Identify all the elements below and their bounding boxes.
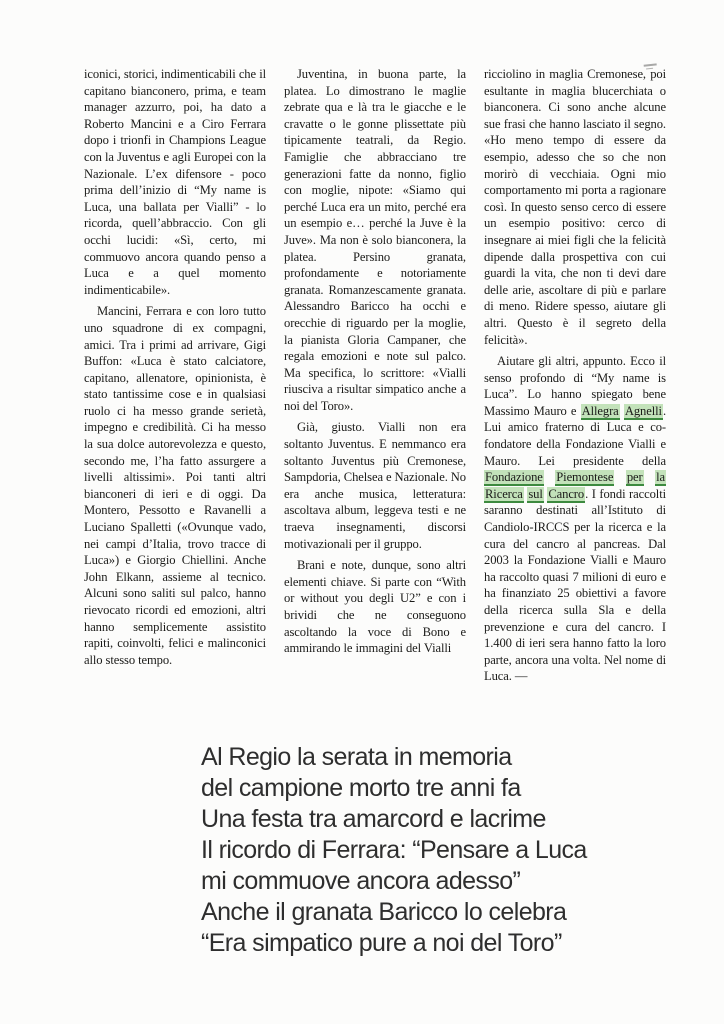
- text-segment: Aiutare gli altri, appunto. Ecco il senso profondo di “My name is Luca”. Lo hanno spiegato bene Massimo Mauro e: [484, 354, 666, 418]
- article-paragraph: [284, 419, 466, 552]
- text-segment: Mancini, Ferrara e con loro tutto uno squadrone di ex compagni, amici. Tra i primi ad arrivare, Gigi Buffon: «Luca è stato calciatore, capitano, allenatore, opinionista, è stato tantissime cose e in qualsiasi ruolo ci ha messo grande serietà, impegno e credibilità. Ci ha messo la sua dolce autorevolezza e questo, secondo me, l’ha fatto assurgere a livelli altissimi». Poi tanti altri bianconeri di ieri e di oggi. Da Montero, Pessotto e Ravanelli a Luciano Spalletti («Ovunque vado, nei campi d’Italia, trovo tracce di Luca») e Giorgio Chiellini. Anche John Elkann, assieme al tecnico. Alcuni sono saliti sul palco, hanno rievocato ricordi ed emozioni, altri hanno semplicemente assistito rapiti, coinvolti, felici e malinconici allo stesso tempo.: [84, 304, 266, 667]
- text-segment: Già, giusto. Vialli non era soltanto Juventus. E nemmanco era soltanto Juventus più Cremonese, Sampdoria, Chelsea e Nazionale. No era anche musica, letteratura: ascoltava album, leggeva testi e ne traeva insegnamenti, discorsi motivazionali per il gruppo.: [284, 420, 466, 551]
- text-segment: . Lui amico fraterno di Luca e co-fondatore della Fondazione Vialli e Mauro. Lei presidente della: [484, 403, 666, 468]
- scan-artifact-mark: [644, 63, 658, 72]
- article-paragraph: [284, 66, 466, 414]
- highlighted-text: per: [626, 470, 643, 485]
- article-column-3: [484, 66, 666, 690]
- article-body: [84, 66, 664, 690]
- highlighted-text: Allegra: [581, 403, 619, 418]
- article-paragraph: [284, 557, 466, 657]
- article-paragraph: [84, 66, 266, 298]
- highlighted-text: Cancro: [548, 486, 585, 501]
- article-paragraph: [484, 66, 666, 348]
- text-segment: Brani e note, dunque, sono altri elementi chiave. Si parte con “With or without you degli U2” e con i brividi che ne conseguono ascoltando la voce di Bono e ammirando le immagini del Vialli: [284, 558, 466, 656]
- highlighted-text: Agnelli: [624, 403, 662, 418]
- article-paragraph: [84, 303, 266, 668]
- headline-line: Anche il granata Baricco lo celebra: [201, 898, 567, 926]
- headline-line: del campione morto tre anni fa: [201, 774, 521, 802]
- article-paragraph: [484, 353, 666, 685]
- article-column-1: [84, 66, 266, 690]
- text-segment: ricciolino in maglia Cremonese, poi esultante in maglia blucerchiata o bianconera. Ci sono anche alcune sue frasi che hanno lasciato il segno. «Ho meno tempo di essere da esempio, adesso che so che non morirò di vecchiaia. Ogni mio comportamento mi porta a ragionare così. In questo senso cerco di essere un esempio positivo: cerco di insegnare ai miei figli che la felicità dipende dalla prospettiva con cui guardi la vita, che non ti devi dare delle arie, ascoltare di più e parlare di meno. Ridere spesso, aiutare gli altri. Questo è il segreto della felicità».: [484, 67, 666, 347]
- headline-block: [201, 742, 587, 959]
- headline-line: “Era simpatico pure a noi del Toro”: [201, 929, 562, 957]
- headline-line: Il ricordo di Ferrara: “Pensare a Luca: [201, 836, 587, 864]
- headline-line: Al Regio la serata in memoria: [201, 743, 512, 771]
- highlighted-text: Piemontese: [556, 470, 614, 485]
- text-segment: iconici, storici, indimenticabili che il capitano bianconero, prima, e team manager azzurro, poi, ha dato a Roberto Mancini e a Ciro Ferrara dopo i trionfi in Champions League con la Juventus e agli Europei con la Nazionale. L’ex difensore - poco prima dell’inizio di “My name is Luca, una ballata per Vialli” - lo ricorda, quell’abbraccio. Con gli occhi lucidi: «Sì, certo, mi commuovo ancora quando penso a Luca e a quel momento indimenticabile».: [84, 67, 266, 297]
- article-column-2: [284, 66, 466, 690]
- highlighted-text: Ricerca: [485, 486, 523, 501]
- text-segment: . I fondi raccolti saranno destinati all’Istituto di Candiolo-IRCCS per la ricerca e la cura del cancro al pancreas. Dal 2003 la Fondazione Vialli e Mauro ha raccolto quasi 7 milioni di euro e ha finanziato 25 obiettivi a favore della ricerca sulla Sla e della prevenzione e cura del cancro. I 1.400 di ieri sera hanno fatto la loro parte, ancora una volta. Nel nome di Luca. —: [484, 486, 666, 684]
- headline-line: Una festa tra amarcord e lacrime: [201, 805, 546, 833]
- headline-line: mi commuove ancora adesso”: [201, 867, 521, 895]
- text-segment: Juventina, in buona parte, la platea. Lo dimostrano le maglie zebrate qua e là tra le giacche e le cravatte o le gonne plissettate più tipicamente teatrali, da Regio. Famiglie che abbracciano tre generazioni fatte da nonno, figlio con moglie, nipote: «Siamo qui perché Luca era un mito, perché era un esempio e… perché la Juve è la Juve». Ma non è solo bianconera, la platea. Persino granata, profondamente e notoriamente granata. Romanzescamente granata. Alessandro Baricco ha occhi e orecchie di riguardo per la moglie, la pianista Gloria Campaner, che regala emozioni e note sul palco. Ma specifica, lo scrittore: «Vialli riusciva a risultar simpatico anche a noi del Toro».: [284, 67, 466, 413]
- highlighted-text: la: [656, 470, 665, 485]
- highlighted-text: Fondazione: [485, 470, 543, 485]
- highlighted-text: sul: [528, 486, 543, 501]
